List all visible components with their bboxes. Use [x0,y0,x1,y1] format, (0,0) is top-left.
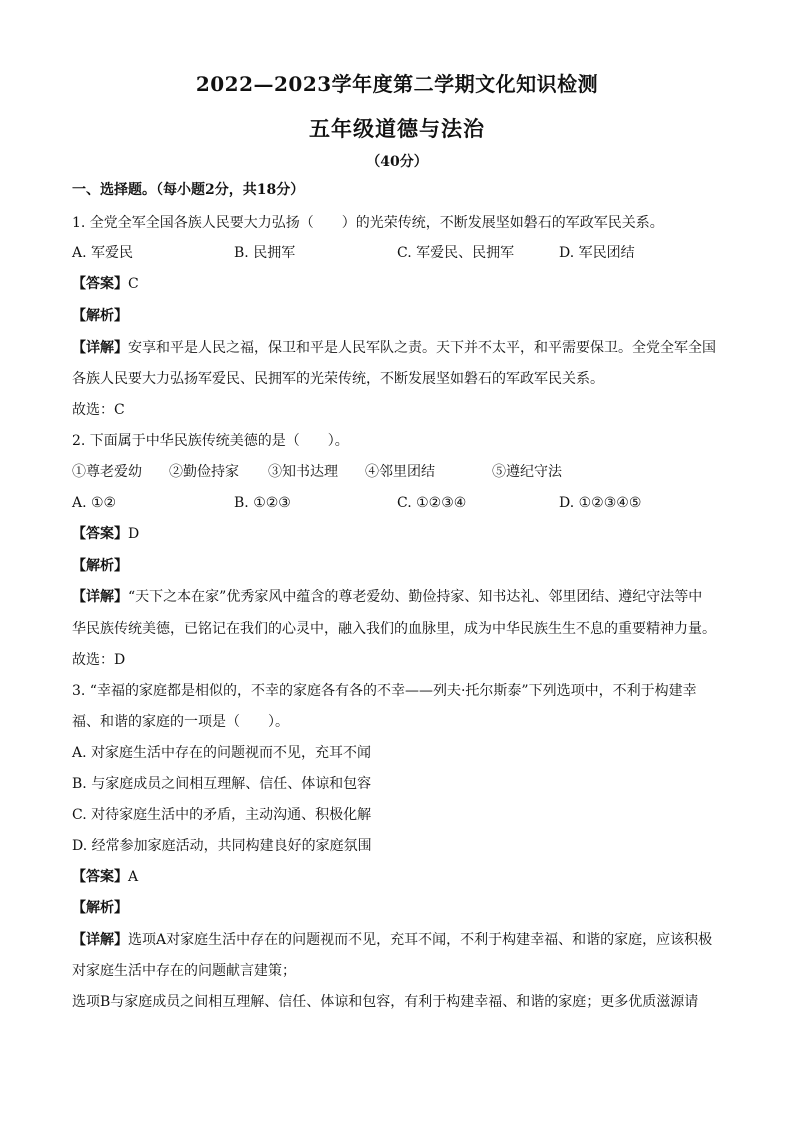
detail-text: 选项A对家庭生活中存在的问题视而不见，充耳不闻，不利于构建幸福、和谐的家庭，应该积极 [128,932,713,948]
answer-tag: 【答案】 [72,869,128,885]
q1-option-c: C. 军爱民、民拥军 [397,245,515,261]
q1-option-d: D. 军民团结 [559,245,635,261]
q3-option-c: C. 对待家庭生活中的矛盾，主动沟通、积极化解 [72,807,372,823]
q3-option-a: A. 对家庭生活中存在的问题视而不见，充耳不闻 [72,745,372,761]
answer-value: D [128,526,140,542]
q2-stem: 2. 下面属于中华民族传统美德的是（ ）。 [72,433,349,449]
answer-tag: 【答案】 [72,276,128,292]
q1-options [72,243,732,263]
answer-value: C [128,276,139,292]
q2-item: ③知书达理 [268,464,338,480]
q3-detail-line-3: 选项B与家庭成员之间相互理解、信任、体谅和包容，有利于构建幸福、和谐的家庭；更多优质滋源请 [72,994,699,1010]
detail-text: “天下之本在家”优秀家风中蕴含的尊老爱幼、勤俭持家、知书达礼、邻里团结、遵纪守法等中 [128,589,703,605]
q1-option-a: A. 军爱民 [72,245,134,261]
q1-analysis-tag: 【解析】 [72,308,128,324]
q2-detail-line-2: 华民族传统美德，已铭记在我们的心灵中，融入我们的血脉里，成为中华民族生生不息的重要精神力量。 [72,621,716,637]
q2-options [72,493,732,513]
q2-choice: 故选：D [72,652,126,668]
q1-detail-line-2: 各族人民要大力弘扬军爱民、民拥军的光荣传统，不断发展坚如磐石的军政军民关系。 [72,371,604,387]
exam-title: 2022—2023学年度第二学期文化知识检测 [195,72,599,96]
q3-option-d: D. 经常参加家庭活动，共同构建良好的家庭氛围 [72,838,372,854]
detail-tag: 【详解】 [72,589,128,605]
q2-analysis-tag: 【解析】 [72,558,128,574]
q2-option-b: B. ①②③ [234,495,291,511]
q2-item: ①尊老爱幼 [72,464,142,480]
q2-items [72,462,732,482]
q3-stem-2: 福、和谐的家庭的一项是（ ）。 [72,714,289,730]
exam-subtitle: 五年级道德与法治 [309,116,485,141]
q3-analysis-tag: 【解析】 [72,900,128,916]
exam-score: （40分） [366,154,428,170]
q3-detail-line [72,930,732,950]
answer-value: A [128,869,139,885]
q3-answer [72,867,732,887]
detail-tag: 【详解】 [72,340,128,356]
q2-answer [72,524,732,544]
q3-option-b: B. 与家庭成员之间相互理解、信任、体谅和包容 [72,776,372,792]
q3-stem: 3. “幸福的家庭都是相似的，不幸的家庭各有各的不幸——列夫·托尔斯泰”下列选项中，不利于构建幸 [72,683,697,699]
section-heading: 一、选择题。（每小题2分，共18分） [72,182,305,198]
q2-option-d: D. ①②③④⑤ [559,495,642,511]
q2-item: ②勤俭持家 [169,464,239,480]
q1-stem: 1. 全党全军全国各族人民要大力弘扬（ ）的光荣传统，不断发展坚如磐石的军政军民关系。 [72,215,664,231]
q2-item: ⑤遵纪守法 [492,464,562,480]
detail-tag: 【详解】 [72,932,128,948]
detail-text: 安享和平是人民之福，保卫和平是人民军队之责。天下并不太平，和平需要保卫。全党全军全国 [128,340,716,356]
q1-choice: 故选：C [72,402,125,418]
q2-option-c: C. ①②③④ [397,495,467,511]
q1-answer [72,274,732,294]
q3-detail-line-2: 对家庭生活中存在的问题献言建策； [72,963,296,979]
q2-item: ④邻里团结 [365,464,435,480]
answer-tag: 【答案】 [72,526,128,542]
q1-option-b: B. 民拥军 [234,245,296,261]
q2-option-a: A. ①② [72,495,117,511]
q1-detail-line [72,338,732,358]
q2-detail-line [72,587,732,607]
